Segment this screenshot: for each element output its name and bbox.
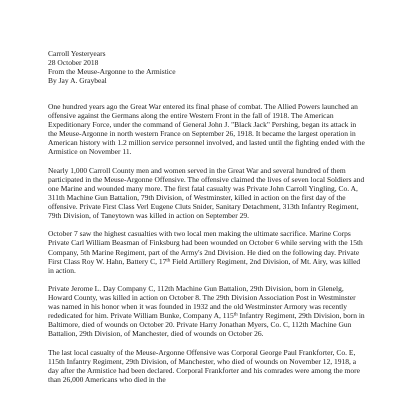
column-name: Carroll Yesteryears: [48, 49, 106, 58]
paragraph-1: One hundred years ago the Great War entered its final phase of combat. The Allied Powers launched an offensive against the Germans along the entire Western Front in the fall of 1918. The American Expeditionary Force, under the command of General John J. "Black Jack" Pershing, began its attack in the Meuse-Argonne in north western France on September 26, 1918. It became the largest operation in American history with 1.2 million service personnel involved, and lasted until the fighting ended with the Armistice on November 11.: [48, 102, 365, 157]
paragraph-3: [48, 229, 366, 274]
paragraph-4-text-b: Infantry Regiment, 29th Division, born in Baltimore, died of wounds on October 20. Private Harry Jonathan Myers, Co. C, 112th Machine Gun Battalion, 29th Division, of Manchester, died of wounds on October 26.: [48, 311, 365, 339]
paragraph-5: The last local casualty of the Meuse-Argonne Offensive was Corporal George Paul Frankforter, Co. E, 115th Infantry Regiment, 29th Division, of Manchester, who died of wounds on November 12, 1918, a day after the Armistice had been declared. Corporal Frankforter and his comrades were among the more than 26,000 Americans who died in the: [48, 347, 360, 384]
paragraph-4-text-a: Private Jerome L. Day Company C, 112th Machine Gun Battalion, 29th Division, born in Glenelg, Howard County, was killed in action on October 8. The 29th Division Association Post in Westminster was named in his honor when it was founded in 1932 and the old Westminster Armory was recently rededicated for him. Private William Bunke, Company A, 115: [48, 283, 356, 321]
article-header: [48, 49, 368, 85]
article-byline: By Jay A. Graybeal: [48, 76, 107, 86]
paragraph-2: Nearly 1,000 Carroll County men and women served in the Great War and several hundred of them participated in the Meuse-Argonne Offensive. The offensive claimed the lives of seven local Soldiers and one Marine and wounded many more. The first fatal casualty was Private John Carroll Yingling, Co. A, 311th Machine Gun Battalion, 79th Division, of Westminster, killed in action on the first day of the offensive. Private First Class Verl Eugene Cluts Snider, Sanitary Detachment, 313th Infantry Regiment, 79th Division, of Taneytown was killed in action on September 29.: [48, 165, 365, 221]
paragraph-3-text-a: October 7 saw the highest casualties with two local men making the ultimate sacrifice. Marine Corps Private Carl William Beasman of Finksburg had been wounded on October 6 while serving with the 15th Company, 5th Marine Regiment, part of the Army's 2nd Division. He died on the following day. Private First Class Roy W. Hahn, Battery C, 17: [48, 229, 363, 266]
article-body: [48, 102, 366, 393]
article-date: 28 October 2018: [48, 58, 99, 68]
article-title: From the Meuse-Argonne to the Armistice: [48, 67, 176, 77]
ordinal-suffix: th: [233, 312, 238, 318]
ordinal-suffix: th: [166, 258, 171, 264]
paragraph-3-text-b: Field Artillery Regiment, 2nd Division, of Mt. Airy, was killed in action.: [48, 256, 361, 275]
paragraph-4: [48, 284, 366, 339]
